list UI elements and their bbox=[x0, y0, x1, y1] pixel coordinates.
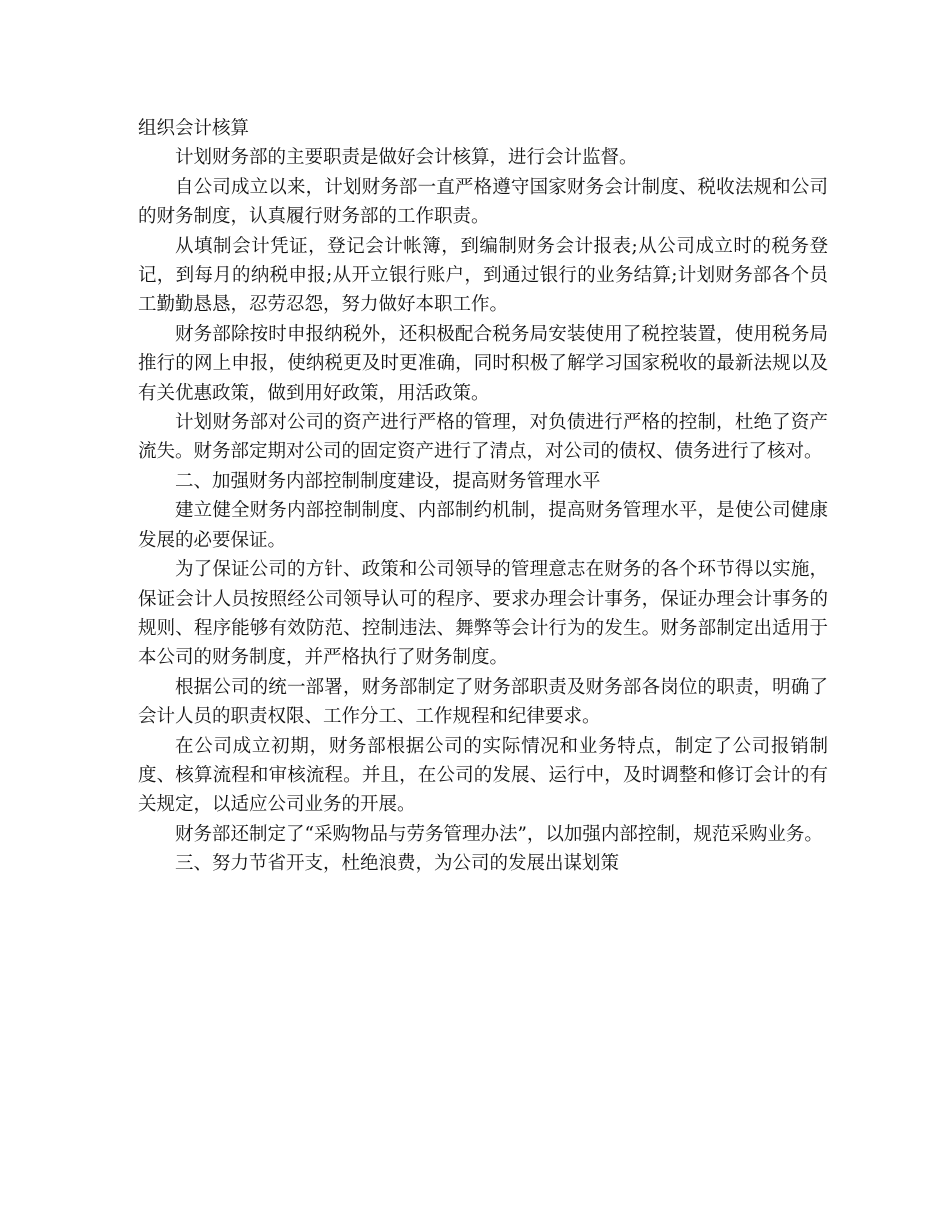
paragraph: 为了保证公司的方针、政策和公司领导的管理意志在财务的各个环节得以实施，保证会计人员按照经公司领导认可的程序、要求办理会计事务，保证办理会计事务的规则、程序能够有效防范、控制违法、舞弊等会计行为的发生。财务部制定出适用于本公司的财务制度，并严格执行了财务制度。 bbox=[138, 559, 828, 669]
paragraph: 计划财务部对公司的资产进行严格的管理，对负债进行严格的控制，杜绝了资产流失。财务部定期对公司的固定资产进行了清点，对公司的债权、债务进行了核对。 bbox=[138, 412, 828, 463]
paragraph: 自公司成立以来，计划财务部一直严格遵守国家财务会计制度、税收法规和公司的财务制度，认真履行财务部的工作职责。 bbox=[138, 176, 828, 228]
paragraph: 从填制会计凭证，登记会计帐簿，到编制财务会计报表;从公司成立时的税务登记，到每月的纳税申报;从开立银行账户，到通过银行的业务结算;计划财务部各个员工勤勤恳恳，忍劳忍怨，努力做好本职工作。 bbox=[138, 235, 828, 316]
section-heading: 二、加强财务内部控制制度建设，提高财务管理水平 bbox=[175, 470, 601, 492]
section-title: 组织会计核算 bbox=[138, 118, 250, 139]
section-heading: 三、努力节省开支，杜绝浪费，为公司的发展出谋划策 bbox=[175, 853, 620, 875]
paragraph: 计划财务部的主要职责是做好会计核算，进行会计监督。 bbox=[175, 147, 638, 169]
paragraph: 财务部除按时申报纳税外，还积极配合税务局安装使用了税控装置，使用税务局推行的网上申报，使纳税更及时更准确，同时积极了解学习国家税收的最新法规以及有关优惠政策，做到用好政策，用活政策。 bbox=[138, 323, 828, 404]
document-body bbox=[138, 114, 828, 879]
paragraph: 财务部还制定了“采购物品与劳务管理办法”，以加强内部控制，规范采购业务。 bbox=[175, 823, 823, 845]
paragraph: 根据公司的统一部署，财务部制定了财务部职责及财务部各岗位的职责，明确了会计人员的职责权限、工作分工、工作规程和纪律要求。 bbox=[138, 676, 828, 728]
paragraph: 建立健全财务内部控制制度、内部制约机制，提高财务管理水平，是使公司健康发展的必要保证。 bbox=[138, 500, 828, 551]
paragraph: 在公司成立初期，财务部根据公司的实际情况和业务特点，制定了公司报销制度、核算流程和审核流程。并且，在公司的发展、运行中，及时调整和修订会计的有关规定，以适应公司业务的开展。 bbox=[138, 735, 828, 816]
